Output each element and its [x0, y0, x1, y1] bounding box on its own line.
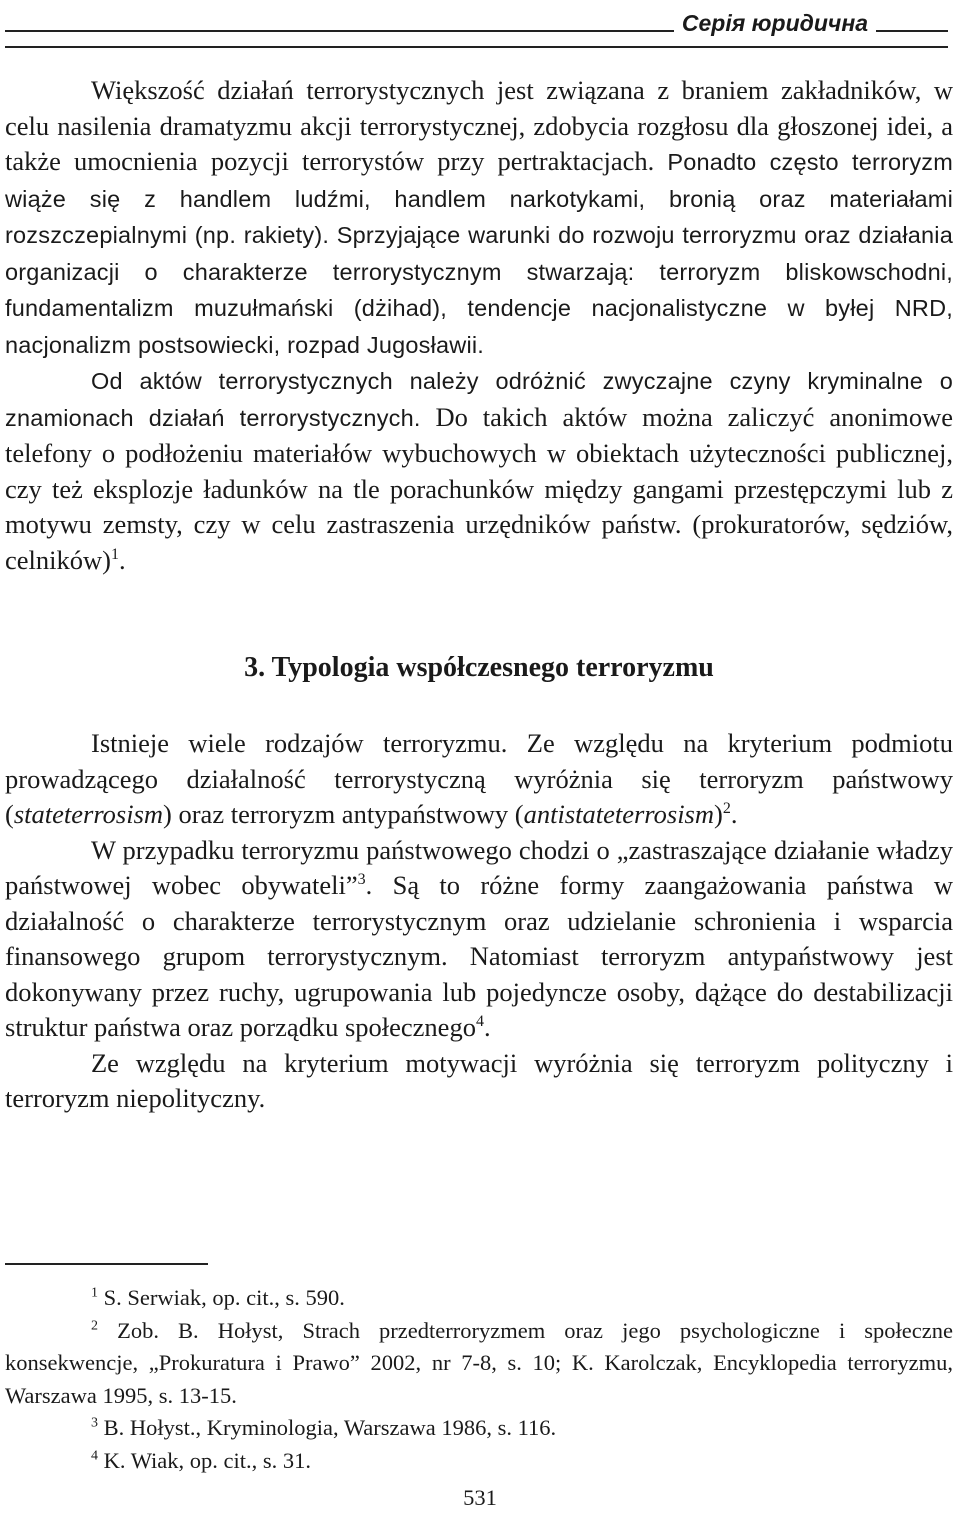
footnote-ref: 2: [722, 800, 731, 818]
paragraph-1: Większość działań terrorystycznych jest związana z braniem zakładników, w celu nasilenia dramatyzmu akcji terrorystycznej, zdobycia rozgłosu dla głoszonej idei, a także umocnienia pozycji terrorystów przy pertraktacjach. Ponadto często terroryzm wiąże się z handlem ludźmi, handlem narkotykami, bronią oraz materiałami rozszczepialnymi (np. rakiety). Sprzyjające warunki do rozwoju terroryzmu oraz działania organizacji o charakterze terrorystycznym stwarzają: terroryzm bliskowschodni, fundamentalizm muzułmański (dżihad), tendencje nacjonalistyczne w byłej NRD, nacjonalizm postsowiecki, rozpad Jugosławii.: [5, 75, 953, 358]
footnote-3: $^3$ B. Hołyst., Kryminologia, Warszawa 1986, s. 116.: [91, 1415, 557, 1440]
paragraph-3: Istnieje wiele rodzajów terroryzmu. Ze względu na kryterium podmiotu prowadzącego działalność terrorystyczną wyróżnia się terroryzm państwowy (stateterrosism) oraz terroryzm antypaństwowy (antistateterrosism)$^2$.: [5, 728, 953, 829]
paragraph-5: Ze względu na kryterium motywacji wyróżnia się terroryzm polityczny i terroryzm niepolityczny.: [5, 1047, 953, 1113]
section-heading: 3. Typologia współczesnego terroryzmu: [244, 652, 714, 683]
footnotes: [5, 1282, 953, 1477]
section-heading-block: [5, 650, 953, 686]
page-number: 531: [463, 1485, 497, 1510]
header-rule-right: [876, 30, 948, 32]
body-text-bottom: [5, 726, 953, 1117]
footnote-1: $^1$ S. Serwiak, op. cit., s. 590.: [91, 1285, 345, 1310]
footnote-2: $^2$ Zob. B. Hołyst, Strach przedterroryzmem oraz jego psychologiczne i społeczne konsekwencje, „Prokuratura i Prawo” 2002, nr 7-8, s. 10; K. Karolczak, Encyklopedia terroryzmu, Warszawa 1995, s. 13-15.: [5, 1317, 954, 1408]
footnote-ref: 1: [110, 545, 119, 563]
header-rule-bottom: [5, 46, 948, 48]
paragraph-4: W przypadku terroryzmu państwowego chodzi o „zastraszające działanie władzy państwowej wobec obywateli”$^3$. Są to różne formy zaangażowania państwa w działalność o charakterze terrorystycznym oraz udzielanie schronienia i wsparcia finansowego grupom terrorystycznym. Natomiast terroryzm antypaństwowy jest dokonywany przez ruchy, ugrupowania lub pojedyncze osoby, dążące do destabilizacji struktur państwa oraz porządku społecznego$^4$.: [5, 834, 953, 1042]
footnote-separator: [5, 1263, 208, 1265]
header-rule-left: [5, 30, 674, 32]
running-header: [5, 0, 948, 60]
body-text-top: [5, 73, 953, 578]
series-title: Серія юридична: [681, 10, 868, 36]
footnote-4: $^4$ K. Wiak, op. cit., s. 31.: [91, 1447, 312, 1473]
footnote-ref: 4: [475, 1013, 484, 1031]
paragraph-2: Od aktów terrorystycznych należy odróżnić zwyczajne czyny kryminalne o znamionach działań terrorystycznych. Do takich aktów można zaliczyć anonimowe telefony o podłożeniu materiałów wybuchowych w obiektach użyteczności publicznej, czy też eksplozje ładunków na tle porachunków między gangami przestępczymi lub z motywu zemsty, czy w celu zastraszenia urzędników państw. (prokuratorów, sędziów, celników)$^1$.: [5, 368, 953, 575]
footnote-ref: 3: [357, 871, 366, 889]
